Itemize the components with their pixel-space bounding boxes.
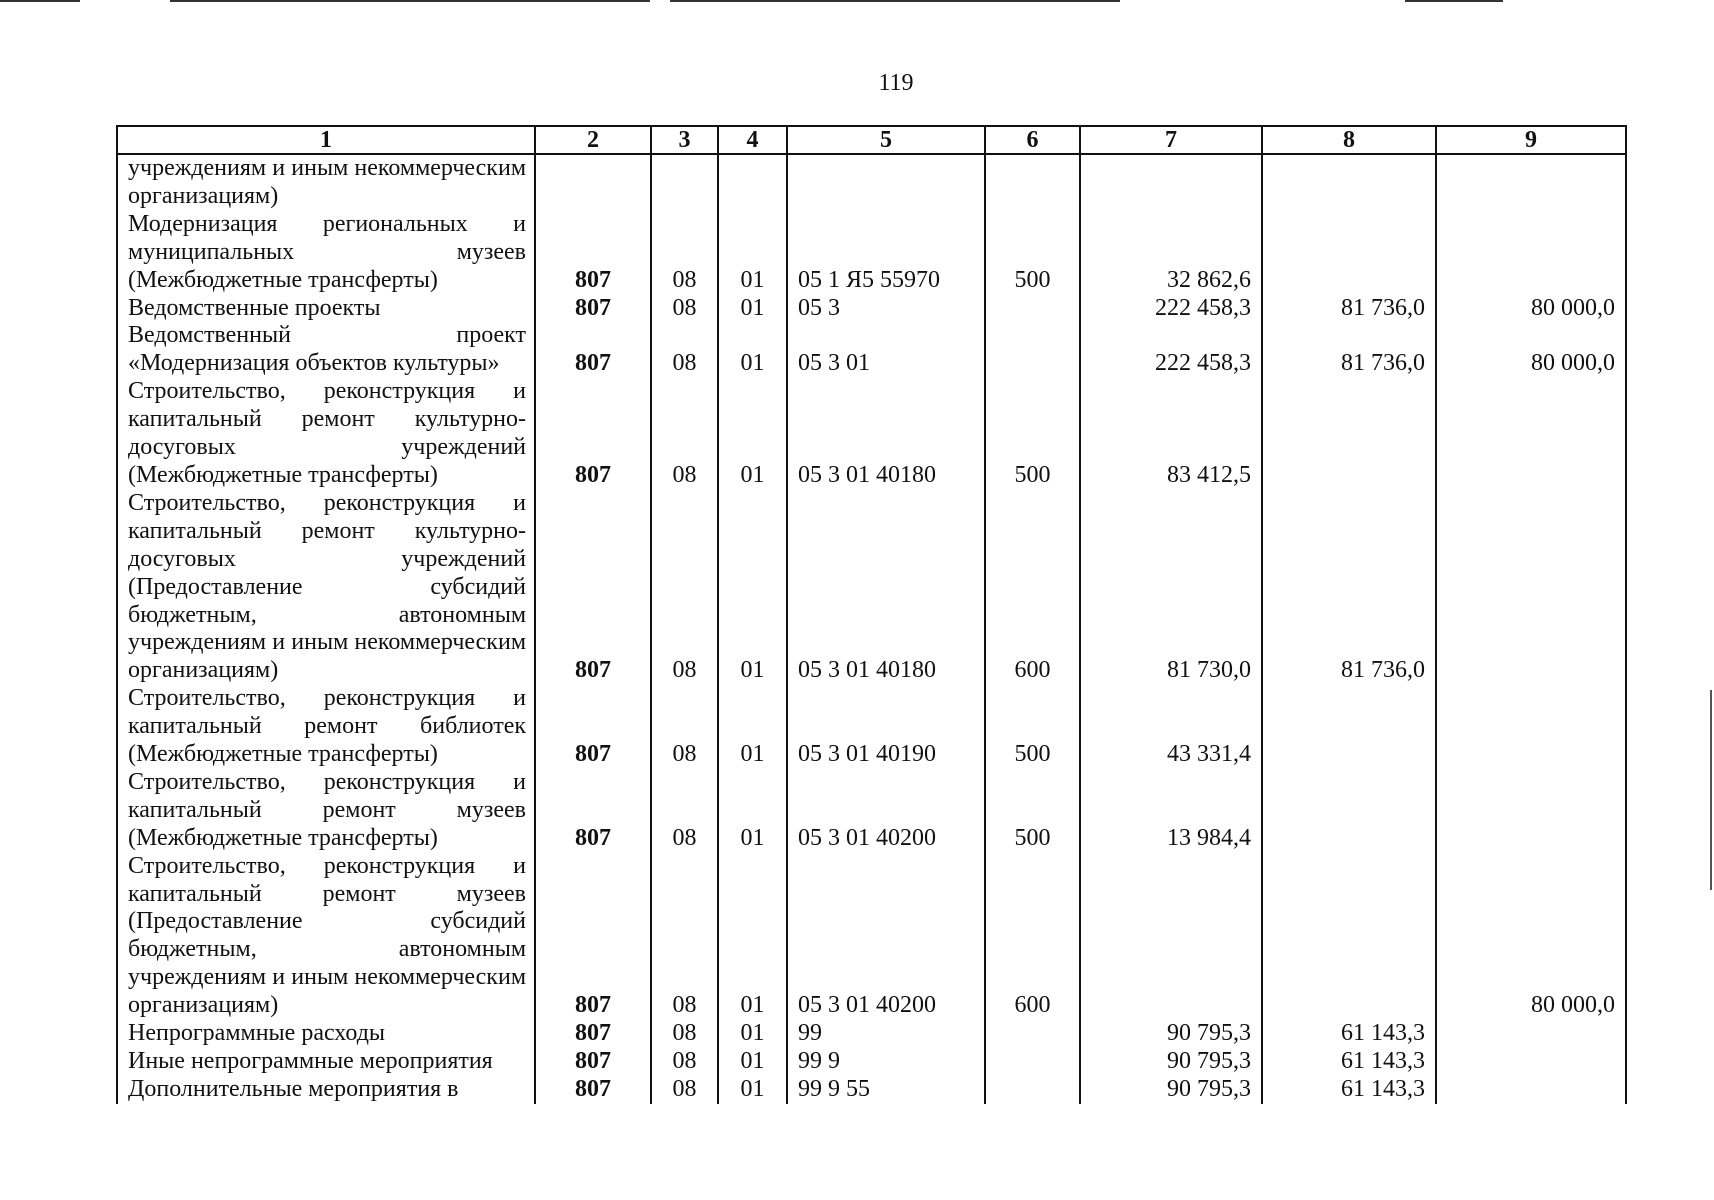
value-cell-col-6: 500 [985,685,1080,769]
value-cell-col-2: 807 [535,1076,651,1104]
value-cell-col-9 [1436,1048,1626,1076]
value-cell-col-6: 600 [985,853,1080,1020]
value-cell-col-5: 99 [787,1020,985,1048]
value-cell-col-9 [1436,490,1626,685]
table-row [117,211,1626,295]
table-row [117,295,1626,323]
table-row [117,154,1626,211]
row-label-cell: Модернизация региональных и муниципальных музеев (Межбюджетные трансферты) [117,211,535,295]
row-label-cell: Непрограммные расходы [117,1020,535,1048]
value-cell-col-7: 90 795,3 [1080,1048,1262,1076]
value-cell-col-7: 83 412,5 [1080,378,1262,490]
value-cell-col-2: 807 [535,211,651,295]
value-cell-col-7 [1080,853,1262,1020]
table-row [117,1020,1626,1048]
value-cell-col-3: 08 [651,769,718,853]
value-cell-col-8 [1262,211,1436,295]
value-cell-col-4: 01 [718,211,787,295]
value-cell-col-7: 32 862,6 [1080,211,1262,295]
value-cell-col-7: 81 730,0 [1080,490,1262,685]
value-cell-col-3: 08 [651,322,718,378]
value-cell-col-3: 08 [651,1048,718,1076]
value-cell-col-4: 01 [718,769,787,853]
header-cell: 6 [985,126,1080,154]
value-cell-col-6 [985,1048,1080,1076]
value-cell-col-4: 01 [718,685,787,769]
value-cell-col-2: 807 [535,295,651,323]
value-cell-col-3: 08 [651,295,718,323]
value-cell-col-2: 807 [535,685,651,769]
header-cell: 1 [117,126,535,154]
value-cell-col-4: 01 [718,490,787,685]
page-number: 119 [878,70,914,96]
value-cell-col-6: 500 [985,211,1080,295]
value-cell-col-9 [1436,378,1626,490]
value-cell-col-2: 807 [535,378,651,490]
value-cell-col-6: 500 [985,769,1080,853]
value-cell-col-3 [651,154,718,211]
value-cell-col-7: 222 458,3 [1080,295,1262,323]
value-cell-col-4: 01 [718,1076,787,1104]
header-cell: 3 [651,126,718,154]
value-cell-col-7: 222 458,3 [1080,322,1262,378]
value-cell-col-7: 13 984,4 [1080,769,1262,853]
header-cell: 9 [1436,126,1626,154]
value-cell-col-7 [1080,154,1262,211]
value-cell-col-6 [985,154,1080,211]
value-cell-col-5: 99 9 [787,1048,985,1076]
value-cell-col-9 [1436,1020,1626,1048]
table-row [117,853,1626,1020]
value-cell-col-5: 05 3 01 40180 [787,490,985,685]
value-cell-col-9: 80 000,0 [1436,322,1626,378]
value-cell-col-4: 01 [718,295,787,323]
row-label-cell: Строительство, реконструкция и капитальный ремонт музеев (Межбюджетные трансферты) [117,769,535,853]
value-cell-col-8: 81 736,0 [1262,490,1436,685]
scan-edge-mark [0,0,80,2]
table-row [117,490,1626,685]
value-cell-col-8: 61 143,3 [1262,1020,1436,1048]
table-row [117,322,1626,378]
value-cell-col-6 [985,1076,1080,1104]
row-label-cell: Строительство, реконструкция и капитальный ремонт культурно-досуговых учреждений (Предоставление субсидий бюджетным, автономным учреждениям и иным некоммерческим организациям) [117,490,535,685]
value-cell-col-6: 600 [985,490,1080,685]
value-cell-col-8: 81 736,0 [1262,322,1436,378]
value-cell-col-2 [535,154,651,211]
value-cell-col-9 [1436,211,1626,295]
value-cell-col-6 [985,322,1080,378]
row-label-cell: Ведомственный проект «Модернизация объектов культуры» [117,322,535,378]
value-cell-col-4: 01 [718,378,787,490]
value-cell-col-9: 80 000,0 [1436,295,1626,323]
value-cell-col-5: 99 9 55 [787,1076,985,1104]
header-cell: 7 [1080,126,1262,154]
value-cell-col-5: 05 3 [787,295,985,323]
value-cell-col-8 [1262,154,1436,211]
row-label-cell: Строительство, реконструкция и капитальный ремонт музеев (Предоставление субсидий бюджетным, автономным учреждениям и иным некоммерческим организациям) [117,853,535,1020]
row-label-cell: учреждениям и иным некоммерческим организациям) [117,154,535,211]
value-cell-col-8 [1262,853,1436,1020]
value-cell-col-5: 05 3 01 [787,322,985,378]
value-cell-col-5: 05 3 01 40200 [787,853,985,1020]
scan-edge-mark [1710,690,1712,890]
value-cell-col-4: 01 [718,1048,787,1076]
scan-edge-mark [170,0,650,2]
table-row [117,1048,1626,1076]
value-cell-col-9 [1436,685,1626,769]
budget-table [116,125,1627,1104]
value-cell-col-4 [718,154,787,211]
row-label-cell: Ведомственные проекты [117,295,535,323]
value-cell-col-8 [1262,685,1436,769]
value-cell-col-9 [1436,769,1626,853]
value-cell-col-4: 01 [718,1020,787,1048]
value-cell-col-6: 500 [985,378,1080,490]
value-cell-col-2: 807 [535,1020,651,1048]
value-cell-col-2: 807 [535,769,651,853]
value-cell-col-3: 08 [651,1076,718,1104]
value-cell-col-2: 807 [535,853,651,1020]
value-cell-col-5: 05 1 Я5 55970 [787,211,985,295]
value-cell-col-6 [985,295,1080,323]
value-cell-col-5: 05 3 01 40190 [787,685,985,769]
table-row [117,378,1626,490]
value-cell-col-4: 01 [718,853,787,1020]
header-cell: 4 [718,126,787,154]
header-row [117,126,1626,154]
value-cell-col-3: 08 [651,1020,718,1048]
table-row [117,685,1626,769]
value-cell-col-7: 90 795,3 [1080,1020,1262,1048]
value-cell-col-5 [787,154,985,211]
row-label-cell: Дополнительные мероприятия в [117,1076,535,1104]
value-cell-col-3: 08 [651,378,718,490]
table-row [117,769,1626,853]
table-row [117,1076,1626,1104]
value-cell-col-3: 08 [651,490,718,685]
value-cell-col-8 [1262,769,1436,853]
value-cell-col-2: 807 [535,322,651,378]
value-cell-col-6 [985,1020,1080,1048]
header-cell: 2 [535,126,651,154]
scan-edge-mark [670,0,1120,2]
value-cell-col-9 [1436,1076,1626,1104]
value-cell-col-5: 05 3 01 40180 [787,378,985,490]
header-cell: 5 [787,126,985,154]
row-label-cell: Строительство, реконструкция и капитальный ремонт библиотек (Межбюджетные трансферты) [117,685,535,769]
scan-edge-mark [1405,0,1503,2]
value-cell-col-3: 08 [651,211,718,295]
value-cell-col-7: 90 795,3 [1080,1076,1262,1104]
row-label-cell: Строительство, реконструкция и капитальный ремонт культурно-досуговых учреждений (Межбюджетные трансферты) [117,378,535,490]
value-cell-col-9: 80 000,0 [1436,853,1626,1020]
value-cell-col-2: 807 [535,1048,651,1076]
header-cell: 8 [1262,126,1436,154]
value-cell-col-7: 43 331,4 [1080,685,1262,769]
value-cell-col-3: 08 [651,853,718,1020]
value-cell-col-4: 01 [718,322,787,378]
value-cell-col-8 [1262,378,1436,490]
value-cell-col-8: 61 143,3 [1262,1048,1436,1076]
value-cell-col-2: 807 [535,490,651,685]
row-label-cell: Иные непрограммные мероприятия [117,1048,535,1076]
value-cell-col-8: 61 143,3 [1262,1076,1436,1104]
value-cell-col-5: 05 3 01 40200 [787,769,985,853]
value-cell-col-9 [1436,154,1626,211]
value-cell-col-3: 08 [651,685,718,769]
value-cell-col-8: 81 736,0 [1262,295,1436,323]
